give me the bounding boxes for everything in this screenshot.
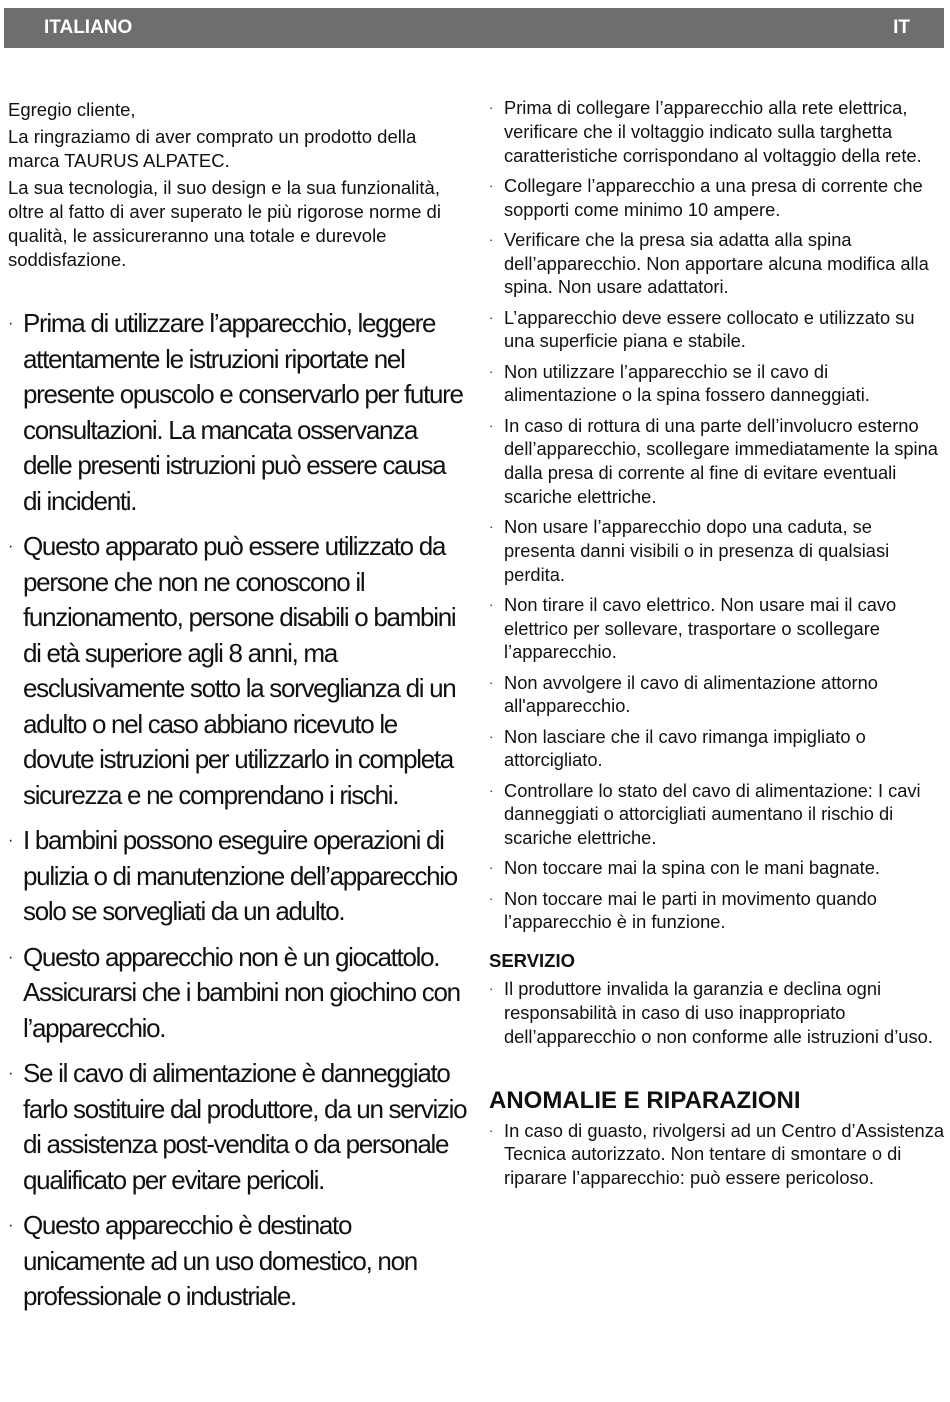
service-heading: SERVIZIO [489, 950, 576, 972]
bullet-icon: · [489, 231, 494, 247]
bullet-icon: · [489, 596, 494, 612]
repairs-text: In caso di guasto, rivolgersi ad un Centro d’Assistenza Tecnica autorizzato. Non tentare di smontare o di riparare l’apparecchio: può essere pericoloso. [504, 1119, 944, 1189]
bullet-icon: · [8, 832, 14, 849]
list-item [489, 515, 945, 586]
bullet-icon: · [489, 519, 494, 535]
bullet-icon: · [489, 981, 494, 997]
list-item [489, 174, 945, 222]
service-list [489, 977, 945, 1048]
instruction-text: Non toccare mai la spina con le mani bagnate. [504, 857, 880, 879]
bullet-icon: · [489, 890, 494, 906]
bullet-icon: · [489, 309, 494, 325]
service-text: Il produttore invalida la garanzia e declina ogni responsabilità in caso di uso inappropriato dell’apparecchio o non conforme alle istruzioni d’uso. [504, 978, 933, 1047]
warning-text: Questo apparato può essere utilizzato da persone che non ne conoscono il funzionamento, persone disabili o bambini di età superiore agli 8 anni, ma esclusivamente sotto la sorveglianza di un adulto o nel caso abbiano ricevuto le dovute istruzioni per utilizzarlo in completa sicurezza e ne comprendano i rischi. [23, 531, 456, 810]
list-item [489, 977, 945, 1048]
list-item [8, 306, 468, 519]
instruction-text: Controllare lo stato del cavo di alimentazione: I cavi danneggiati o attorcigliati aumentano il rischio di scariche elettriche. [504, 779, 921, 849]
greeting: Egregio cliente, [8, 99, 136, 120]
bullet-icon: · [489, 363, 494, 379]
instruction-text: Non toccare mai le parti in movimento quando l’apparecchio è in funzione. [504, 887, 877, 933]
right-column [489, 96, 945, 1196]
repairs-list [489, 1119, 945, 1190]
list-item [8, 529, 468, 813]
bullet-icon: · [489, 728, 494, 744]
instruction-text: Verificare che la presa sia adatta alla spina dell’apparecchio. Non apportare alcuna modifica alla spina. Non usare adattatori. [504, 228, 929, 298]
warning-text: Prima di utilizzare l’apparecchio, leggere attentamente le istruzioni riportate nel presente opuscolo e conservarlo per future consultazioni. La mancata osservanza delle presenti istruzioni può essere causa di incidenti. [23, 308, 463, 516]
list-item [489, 671, 945, 719]
language-code: IT [893, 17, 910, 38]
bullet-icon: · [489, 417, 494, 433]
instruction-text: L’apparecchio deve essere collocato e utilizzato su una superficie piana e stabile. [504, 306, 915, 352]
list-item [489, 228, 945, 299]
list-item [489, 856, 945, 880]
instruction-text: Collegare l’apparecchio a una presa di corrente che sopporti come minimo 10 ampere. [504, 174, 923, 220]
warning-text: Questo apparecchio è destinato unicamente ad un uso domestico, non professionale o industriale. [23, 1210, 417, 1311]
instruction-text: Non usare l’apparecchio dopo una caduta, se presenta danni visibili o in presenza di qualsiasi perdita. [504, 516, 890, 585]
left-column [8, 98, 468, 1325]
list-item [8, 1056, 468, 1198]
bullet-icon: · [8, 315, 14, 332]
instruction-text: Non tirare il cavo elettrico. Non usare mai il cavo elettrico per sollevare, trasportare o scollegare l’apparecchio. [504, 593, 897, 663]
safety-warnings-list [8, 306, 468, 1315]
list-item [489, 887, 945, 935]
list-item [8, 940, 468, 1047]
warning-text: I bambini possono eseguire operazioni di pulizia o di manutenzione dell’apparecchio solo se sorvegliati da un adulto. [23, 825, 457, 926]
bullet-icon: · [489, 1122, 494, 1138]
list-item [489, 96, 945, 167]
list-item [489, 360, 945, 408]
list-item [8, 1208, 468, 1315]
bullet-icon: · [489, 100, 494, 115]
instruction-text: Non lasciare che il cavo rimanga impigliato o attorcigliato. [504, 725, 866, 771]
instruction-text: Non utilizzare l’apparecchio se il cavo di alimentazione o la spina fossero danneggiati. [504, 360, 870, 406]
bullet-icon: · [489, 177, 494, 193]
warning-text: Questo apparecchio non è un giocattolo. Assicurarsi che i bambini non giochino con l’apparecchio. [23, 941, 460, 1043]
page-header [4, 8, 944, 48]
instruction-text: In caso di rottura di una parte dell’involucro esterno dell’apparecchio, scollegare immediatamente la spina dalla presa di corrente al fine di evitare eventuali scariche elettriche. [504, 414, 938, 507]
bullet-icon: · [489, 860, 494, 876]
list-item [489, 779, 945, 850]
bullet-icon: · [8, 538, 14, 555]
repairs-heading: ANOMALIE E RIPARAZIONI [489, 1086, 801, 1114]
list-item [489, 414, 945, 509]
bullet-icon: · [8, 1217, 14, 1234]
bullet-icon: · [489, 674, 494, 690]
language-label: ITALIANO [44, 17, 133, 38]
safety-instructions-list [489, 96, 945, 934]
instruction-text: Non avvolgere il cavo di alimentazione attorno all'apparecchio. [504, 671, 878, 717]
intro-section [8, 98, 468, 272]
instruction-text: Prima di collegare l’apparecchio alla rete elettrica, verificare che il voltaggio indicato sulla targhetta caratteristiche corrispondano al voltaggio della rete. [504, 97, 922, 166]
bullet-icon: · [8, 948, 14, 966]
bullet-icon: · [8, 1065, 14, 1082]
list-item [489, 1119, 945, 1190]
intro-paragraph: La sua tecnologia, il suo design e la sua funzionalità, oltre al fatto di aver superato le più rigorose norme di qualità, le assicureranno una totale e durevole soddisfazione. [8, 177, 441, 270]
list-item [8, 823, 468, 930]
list-item [489, 593, 945, 664]
list-item [489, 725, 945, 773]
bullet-icon: · [489, 782, 494, 798]
warning-text: Se il cavo di alimentazione è danneggiato farlo sostituire dal produttore, da un servizio di assistenza post-vendita o da personale qualificato per evitare pericoli. [23, 1058, 467, 1195]
intro-paragraph: La ringraziamo di aver comprato un prodotto della marca TAURUS ALPATEC. [8, 126, 417, 171]
list-item [489, 306, 945, 354]
